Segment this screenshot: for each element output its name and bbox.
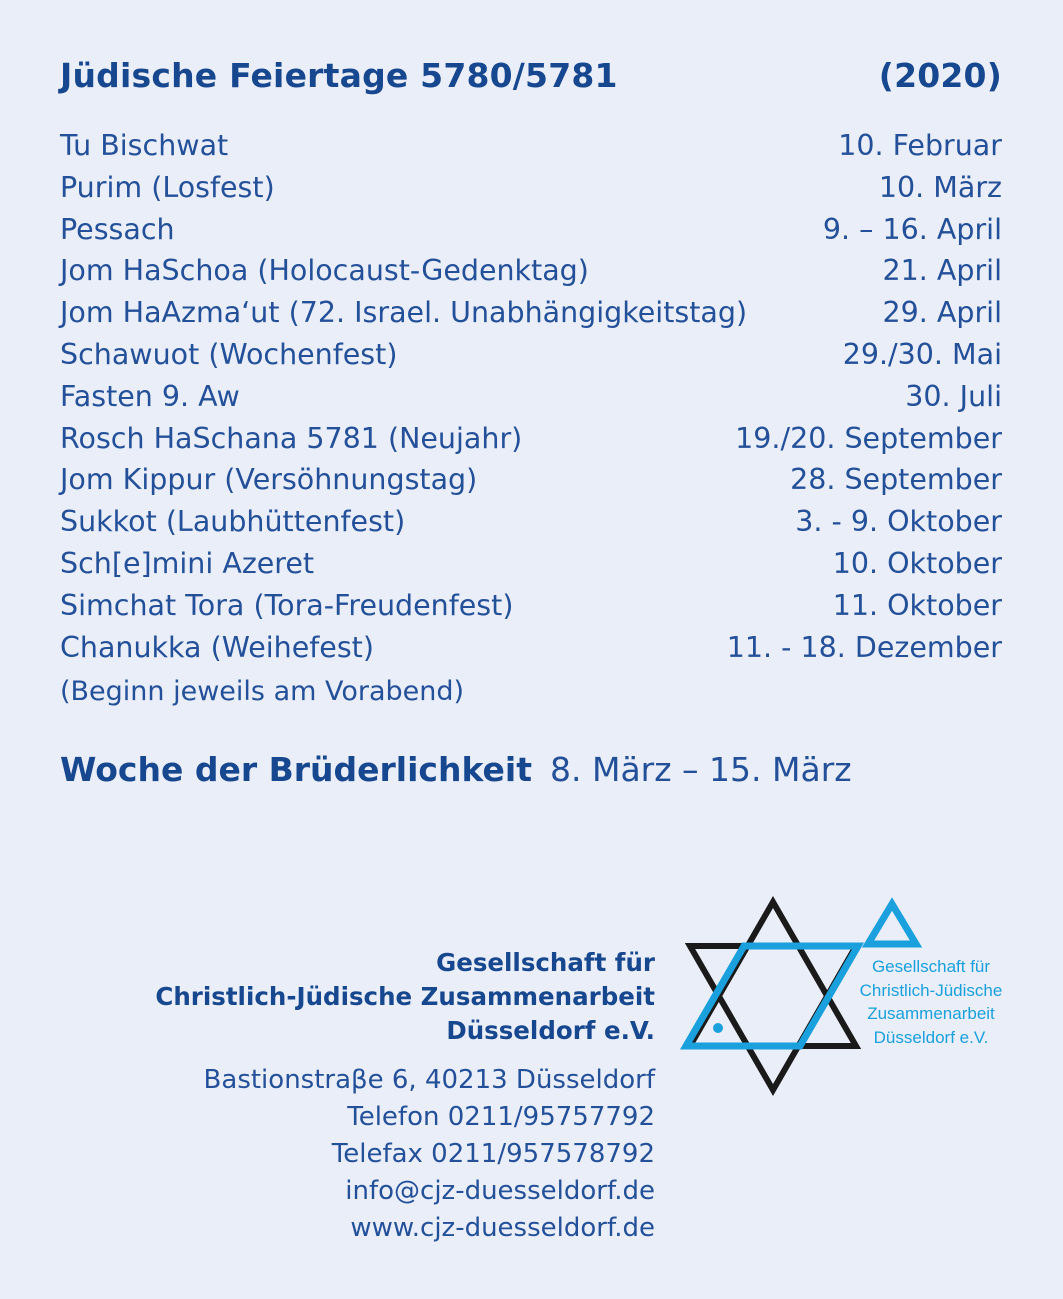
holiday-name: Sukkot (Laubhüttenfest) bbox=[60, 505, 406, 539]
holiday-row bbox=[60, 376, 1002, 418]
phone: Telefon 0211/95757792 bbox=[347, 1102, 655, 1132]
holiday-date: 28. September bbox=[790, 463, 1002, 497]
holiday-row bbox=[60, 501, 1002, 543]
holiday-date: 3. - 9. Oktober bbox=[795, 505, 1002, 539]
logo-text-line: Düsseldorf e.V. bbox=[873, 1027, 989, 1047]
holiday-name: Tu Bischwat bbox=[60, 129, 229, 162]
holiday-row bbox=[60, 167, 1002, 209]
holiday-row bbox=[60, 334, 1002, 376]
holiday-row bbox=[60, 459, 1002, 501]
brotherhood-week bbox=[60, 750, 852, 789]
holiday-row bbox=[60, 292, 1002, 334]
holiday-name: Chanukka (Weihefest) bbox=[60, 630, 374, 664]
address: Bastionstraβe 6, 40213 Düsseldorf bbox=[203, 1065, 655, 1095]
holiday-date: 30. Juli bbox=[905, 379, 1002, 413]
eve-note: (Beginn jeweils am Vorabend) bbox=[60, 676, 465, 707]
logo-text bbox=[848, 955, 1014, 1049]
holiday-name: Fasten 9. Aw bbox=[60, 379, 240, 413]
holiday-row bbox=[60, 418, 1002, 460]
holiday-row bbox=[60, 585, 1002, 627]
holiday-row bbox=[60, 543, 1002, 585]
holiday-date: 11. Oktober bbox=[832, 588, 1002, 622]
holiday-date: 11. - 18. Dezember bbox=[726, 630, 1002, 664]
year-label: (2020) bbox=[878, 56, 1002, 95]
holiday-date: 10. Oktober bbox=[832, 546, 1002, 580]
brotherhood-week-label: Woche der Brüderlichkeit bbox=[60, 750, 532, 789]
logo-text-line: Gesellschaft für bbox=[871, 957, 991, 976]
holiday-name: Jom HaAzma‘ut (72. Israel. Unabhängigkeitstag) bbox=[60, 296, 748, 330]
holiday-date: 10. März bbox=[878, 170, 1002, 204]
organization-line: Christlich-Jüdische Zusammenarbeit bbox=[155, 982, 655, 1011]
website-link[interactable]: www.cjz-duesseldorf.de bbox=[350, 1213, 655, 1243]
holiday-date: 29./30. Mai bbox=[842, 337, 1002, 371]
organization-line: Gesellschaft für bbox=[436, 948, 655, 977]
holiday-name: Purim (Losfest) bbox=[60, 170, 275, 204]
organization-name bbox=[155, 946, 655, 1048]
holiday-row bbox=[60, 125, 1002, 167]
email-link[interactable]: info@cjz-duesseldorf.de bbox=[345, 1176, 655, 1206]
logo-text-line: Zusammenarbeit bbox=[867, 1004, 995, 1023]
holiday-date: 29. April bbox=[882, 296, 1002, 330]
holiday-name: Jom HaSchoa (Holocaust-Gedenktag) bbox=[60, 254, 589, 288]
logo-dot bbox=[713, 1023, 723, 1033]
contact-block bbox=[204, 1062, 655, 1247]
holiday-row bbox=[60, 250, 1002, 292]
holiday-date: 21. April bbox=[882, 254, 1002, 288]
holiday-name: Schawuot (Wochenfest) bbox=[60, 337, 398, 371]
holiday-row bbox=[60, 627, 1002, 669]
holiday-date: 10. Februar bbox=[838, 129, 1002, 162]
holiday-name: Pessach bbox=[60, 212, 175, 246]
holiday-name: Jom Kippur (Versöhnungstag) bbox=[60, 463, 478, 497]
holiday-date: 9. – 16. April bbox=[822, 212, 1002, 246]
logo-blue-triangle bbox=[686, 946, 858, 1046]
holiday-name: Simchat Tora (Tora-Freudenfest) bbox=[60, 588, 514, 622]
header bbox=[60, 56, 1002, 95]
holiday-row bbox=[60, 209, 1002, 251]
logo-black-triangle-down bbox=[690, 946, 856, 1090]
page-title: Jüdische Feiertage 5780/5781 bbox=[60, 56, 618, 95]
holiday-name: Sch[e]mini Azeret bbox=[60, 546, 315, 580]
logo-blue-small-triangle bbox=[868, 904, 916, 944]
organization-line: Düsseldorf e.V. bbox=[446, 1016, 655, 1045]
holiday-list bbox=[60, 125, 1002, 668]
logo-text-line: Christlich-Jüdische bbox=[859, 980, 1003, 1000]
holiday-date: 19./20. September bbox=[735, 421, 1002, 455]
fax: Telefax 0211/957578792 bbox=[331, 1139, 655, 1169]
brotherhood-week-dates: 8. März – 15. März bbox=[550, 750, 852, 789]
holiday-name: Rosch HaSchana 5781 (Neujahr) bbox=[60, 421, 523, 455]
